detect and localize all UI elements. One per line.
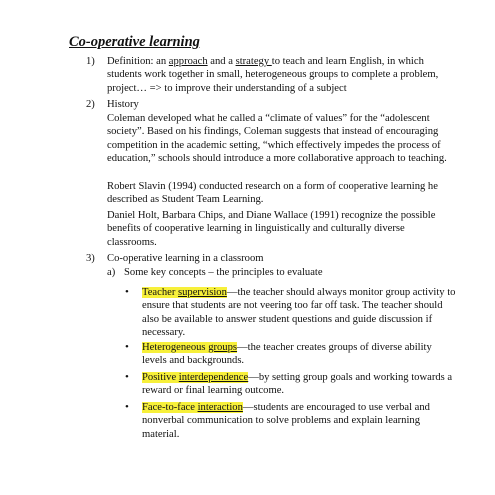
item-number: 2) <box>86 99 95 110</box>
history-paragraph-holt: Daniel Holt, Barbara Chips, and Diane Wallace (1991) recognize the possible benefits of cooperative learning in linguistically and culturally diverse classrooms. <box>107 210 436 248</box>
highlighted-term: Heterogeneous groups <box>142 342 238 353</box>
history-paragraph-slavin: Robert Slavin (1994) conducted research on a form of cooperative learning he described as Student Team Learning. <box>107 181 438 206</box>
concept-description: —students are encouraged to use verbal and nonverbal communication to solve problems and explain learning material. <box>142 402 430 440</box>
concept-teacher-supervision <box>142 286 457 340</box>
concept-positive-interdependence <box>142 371 457 398</box>
highlighted-term: Face-to-face interaction <box>142 402 243 413</box>
approach-word: approach <box>168 56 208 67</box>
concept-heterogeneous-groups <box>142 341 457 368</box>
item-number: 3) <box>86 253 95 264</box>
definition-rest: to teach and learn English, in which students work together in small, heterogeneous groups to complete a problem, project… => to improve their understanding of a subject <box>107 56 439 94</box>
bullet-glyph: • <box>125 341 129 353</box>
concept-face-to-face-interaction <box>142 401 457 441</box>
definition-label: Definition: an <box>107 56 169 67</box>
concept-description: —by setting group goals and working towards a reward or final learning outcome. <box>142 372 453 397</box>
definition-text <box>107 55 457 95</box>
bullet-glyph: • <box>125 371 129 383</box>
subitem-number: a) <box>107 267 116 278</box>
bullet-glyph: • <box>125 401 129 413</box>
concept-description: —the teacher creates groups of diverse ability levels and backgrounds. <box>142 342 432 367</box>
classroom-heading: Co-operative learning in a classroom <box>107 253 264 264</box>
item-number: 1) <box>86 56 95 67</box>
history-heading: History <box>107 99 139 110</box>
strategy-word: strategy <box>235 56 272 67</box>
history-paragraph-coleman: Coleman developed what he called a “climate of values” for the “adolescent society”. Based on his findings, Coleman suggests that instead of encouraging competition in the academic setting, “which effectively impedes the process of education,” schools should introduce a more collaborative approach to teaching. <box>107 113 447 165</box>
document-title: Co-operative learning <box>69 34 200 50</box>
highlighted-term: Positive interdependence <box>142 372 249 383</box>
concept-description: —the teacher should always monitor group activity to ensure that students are not veering too far off task. The teacher should also be available to answer student questions and guide discussion if necessary. <box>142 287 456 339</box>
highlighted-term: Teacher supervision <box>142 287 227 298</box>
definition-joiner: and a <box>207 56 236 67</box>
key-concepts-heading: Some key concepts – the principles to evaluate <box>124 267 323 278</box>
bullet-glyph: • <box>125 286 129 298</box>
